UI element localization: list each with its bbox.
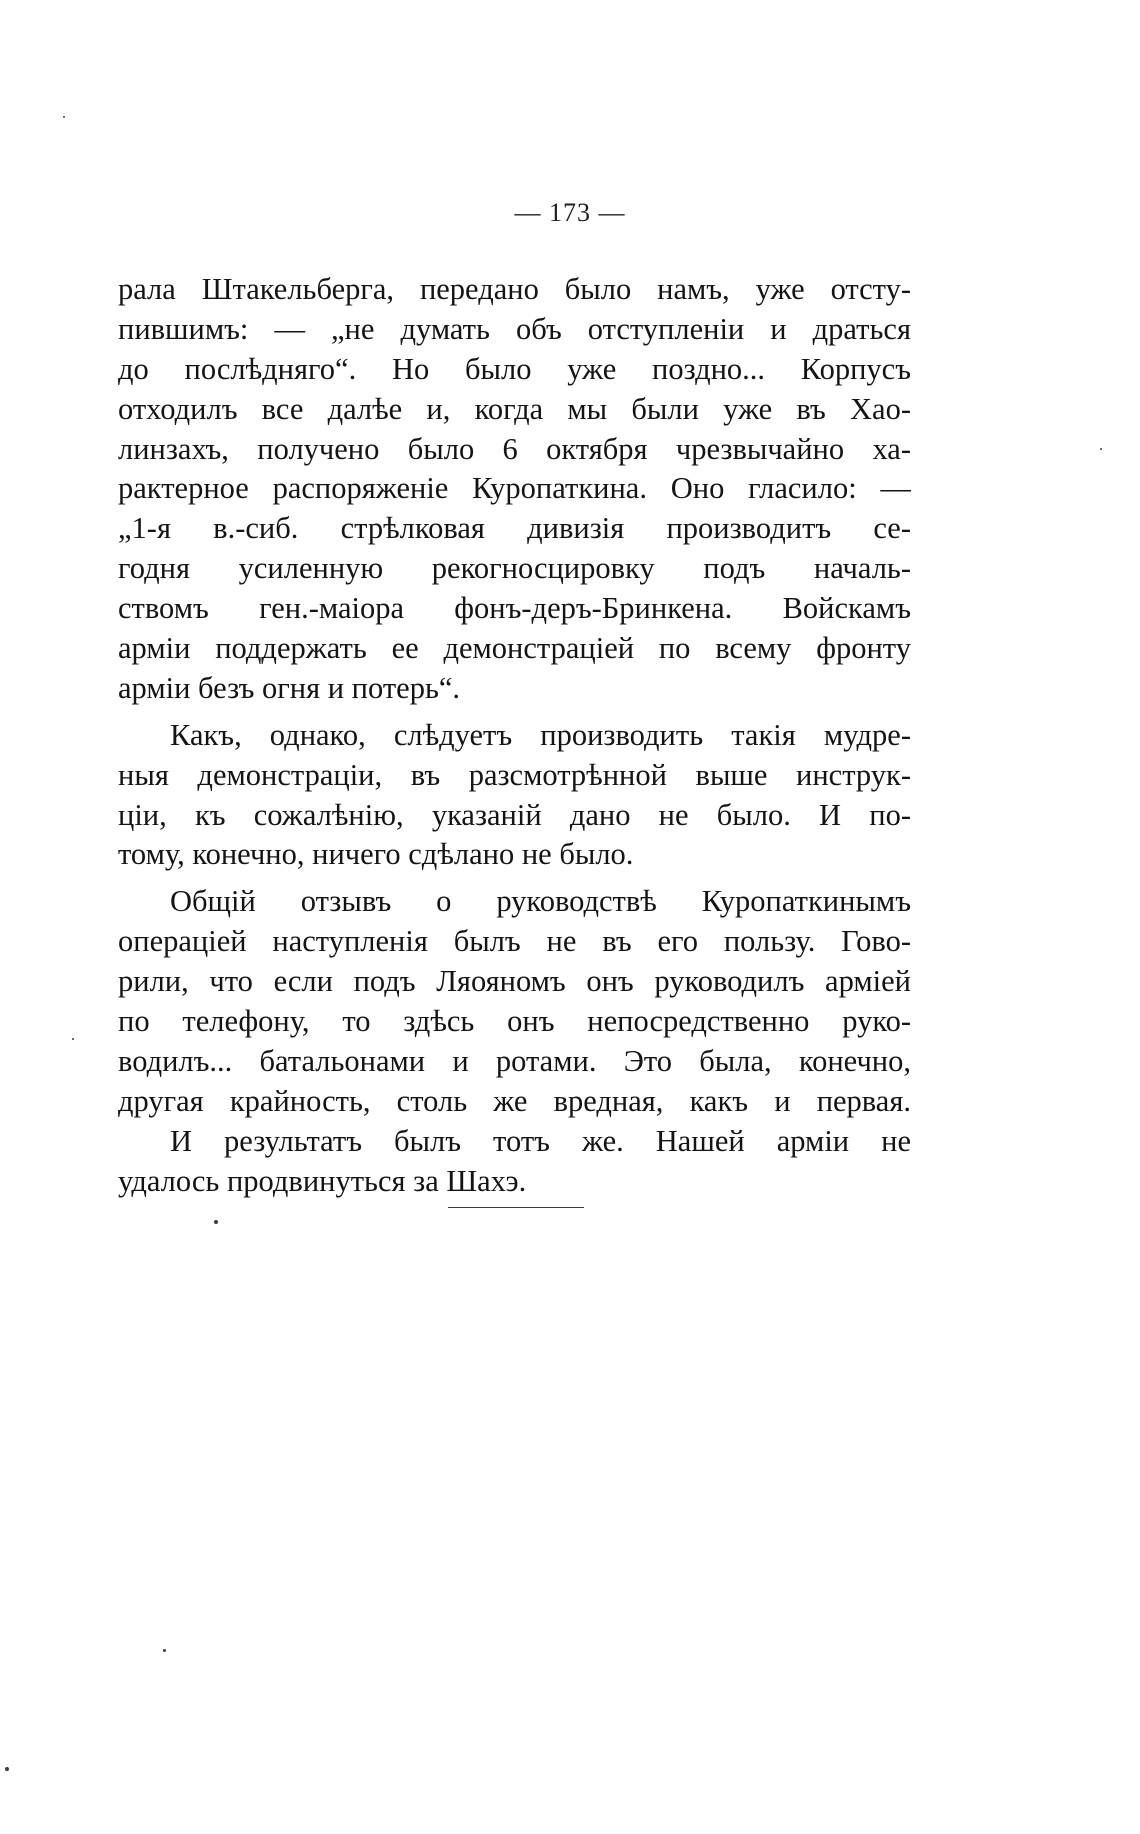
scan-speck bbox=[63, 116, 65, 118]
text-line: удалось продвинуться за Шахэ. bbox=[118, 1163, 527, 1198]
text-line: водилъ... батальонами и ротами. Это была, конечно, bbox=[118, 1043, 911, 1078]
text-line: рактерное распоряженіе Куропаткина. Оно гласило: — bbox=[118, 471, 911, 506]
text-line: до послѣдняго“. Но было уже поздно... Корпусъ bbox=[118, 351, 911, 386]
text-line: ныя демонстраціи, въ разсмотрѣнной выше инструк- bbox=[118, 757, 911, 792]
text-line: по телефону, то здѣсь онъ непосредственно руко- bbox=[118, 1004, 911, 1039]
text-line: арміи безъ огня и потерь“. bbox=[118, 670, 461, 705]
paragraph-gap bbox=[118, 709, 911, 716]
paragraph-gap bbox=[118, 875, 911, 882]
text-line: другая крайность, столь же вредная, какъ и первая. bbox=[118, 1083, 911, 1118]
scan-speck bbox=[214, 1220, 218, 1224]
page-number: — 173 — bbox=[514, 198, 626, 227]
text-line: линзахъ, получено было 6 октября чрезвычайно ха- bbox=[118, 431, 911, 466]
text-line: тому, конечно, ничего сдѣлано не было. bbox=[118, 837, 634, 872]
text-line: ствомъ ген.-маіора фонъ-деръ-Бринкена. Войскамъ bbox=[118, 591, 911, 626]
text-line: пившимъ: — „не думать объ отступленіи и драться bbox=[118, 311, 911, 346]
text-line: годня усиленную рекогносцировку подъ началь- bbox=[118, 551, 911, 586]
paragraph-3 bbox=[118, 882, 911, 1121]
text-line: арміи поддержать ее демонстраціей по всему фронту bbox=[118, 631, 911, 666]
section-end-rule bbox=[448, 1207, 584, 1208]
paragraph-1 bbox=[118, 270, 911, 709]
text-line: операціей наступленія былъ не въ его пользу. Гово- bbox=[118, 924, 911, 959]
scan-speck bbox=[72, 1038, 74, 1040]
scan-speck bbox=[1100, 448, 1102, 450]
text-line: И результатъ былъ тотъ же. Нашей арміи не bbox=[170, 1123, 911, 1158]
text-line: рала Штакельберга, передано было намъ, уже отсту- bbox=[118, 272, 911, 306]
text-line: отходилъ все далѣе и, когда мы были уже въ Хао- bbox=[118, 391, 911, 426]
text-line: Общій отзывъ о руководствѣ Куропаткинымъ bbox=[170, 884, 911, 919]
text-line: Какъ, однако, слѣдуетъ производить такія мудре- bbox=[170, 717, 911, 752]
scan-speck bbox=[163, 1649, 166, 1652]
text-line: ціи, къ сожалѣнію, указаній дано не было. И по- bbox=[118, 797, 911, 832]
paragraph-2 bbox=[118, 716, 911, 876]
text-line: „1-я в.-сиб. стрѣлковая дивизія производитъ се- bbox=[118, 511, 911, 546]
paragraph-4 bbox=[118, 1122, 911, 1202]
body-text bbox=[118, 270, 911, 1201]
scan-speck bbox=[5, 1767, 9, 1771]
text-line: рили, что если подъ Ляояномъ онъ руководилъ арміей bbox=[118, 964, 911, 999]
